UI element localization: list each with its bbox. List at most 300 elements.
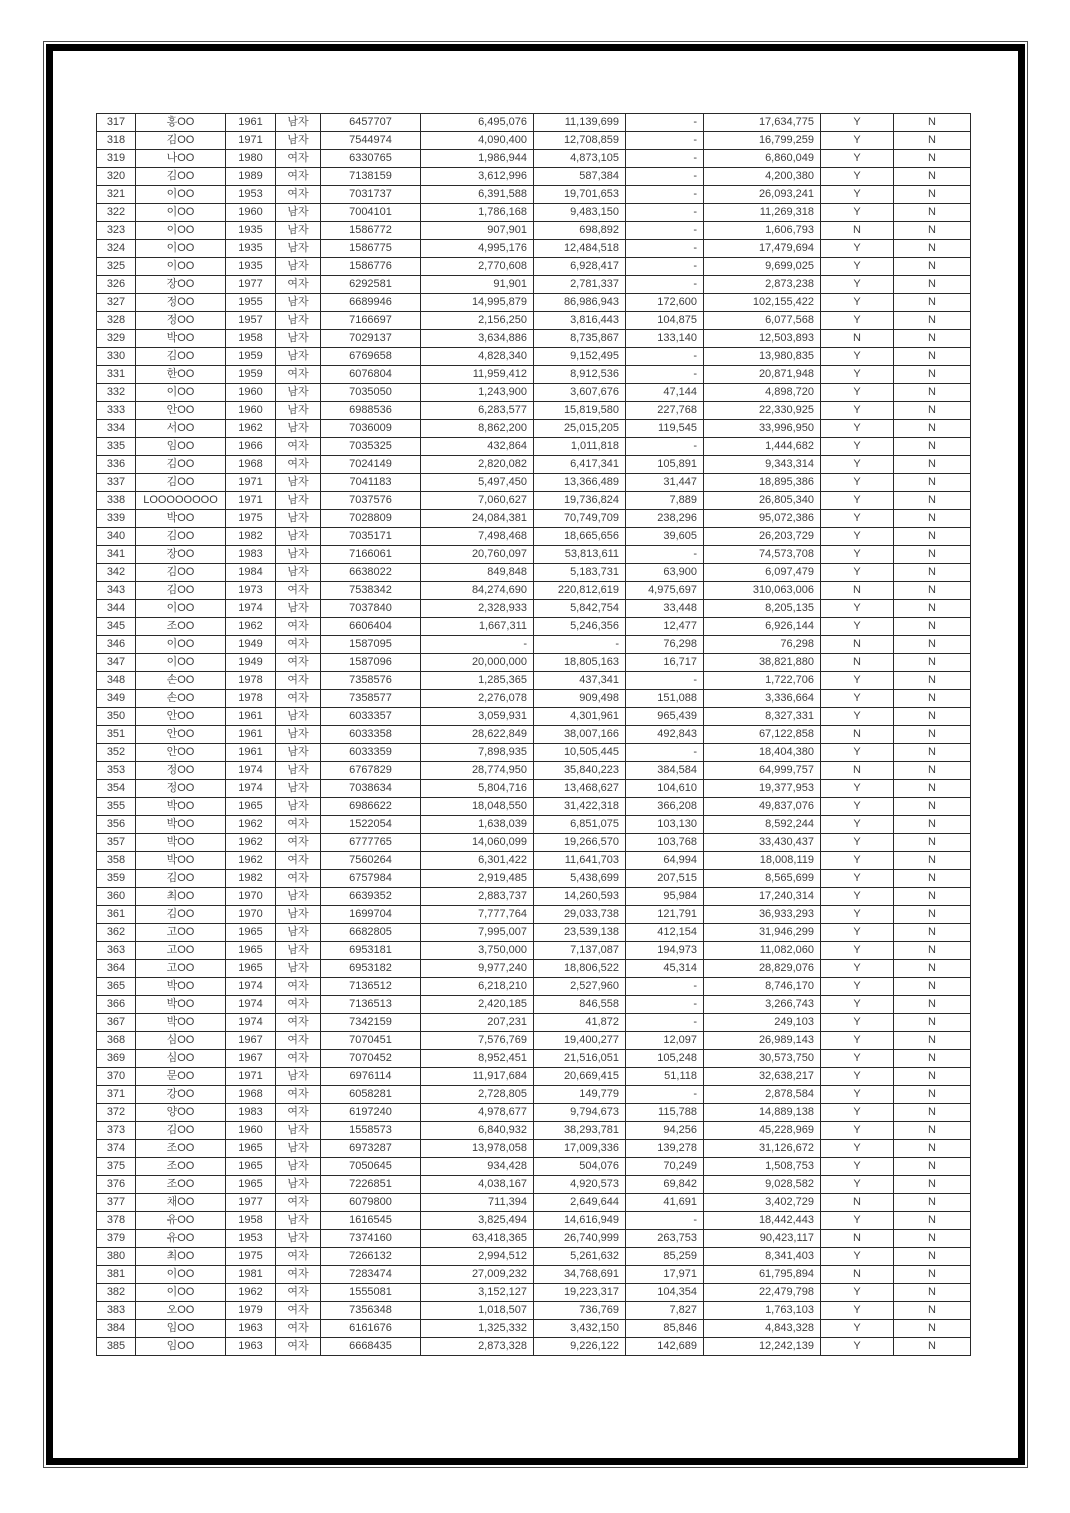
cell-flag-2: N <box>894 834 971 852</box>
cell-gender: 남자 <box>276 924 321 942</box>
cell-birth-year: 1989 <box>226 168 276 186</box>
cell-birth-year: 1958 <box>226 330 276 348</box>
cell-birth-year: 1965 <box>226 960 276 978</box>
cell-name: 정OO <box>136 762 226 780</box>
cell-total: 1,763,103 <box>704 1302 821 1320</box>
cell-id-number: 6767829 <box>321 762 421 780</box>
cell-id-number: 7035171 <box>321 528 421 546</box>
cell-no: 320 <box>97 168 136 186</box>
cell-gender: 여자 <box>276 852 321 870</box>
cell-gender: 남자 <box>276 744 321 762</box>
cell-id-number: 7070452 <box>321 1050 421 1068</box>
cell-flag-2: N <box>894 816 971 834</box>
cell-amount-1: 6,495,076 <box>421 114 534 132</box>
cell-flag-2: N <box>894 492 971 510</box>
table-row <box>97 744 971 762</box>
cell-total: 11,269,318 <box>704 204 821 222</box>
cell-id-number: 7028809 <box>321 510 421 528</box>
cell-amount-1: 2,728,805 <box>421 1086 534 1104</box>
table-row <box>97 690 971 708</box>
cell-total: 22,479,798 <box>704 1284 821 1302</box>
cell-flag-1: Y <box>821 600 894 618</box>
cell-amount-2: 38,293,781 <box>534 1122 626 1140</box>
cell-birth-year: 1970 <box>226 906 276 924</box>
cell-amount-3: - <box>626 1212 704 1230</box>
cell-birth-year: 1963 <box>226 1320 276 1338</box>
table-row <box>97 186 971 204</box>
cell-name: 이OO <box>136 600 226 618</box>
cell-no: 352 <box>97 744 136 762</box>
cell-total: 64,999,757 <box>704 762 821 780</box>
cell-id-number: 6953182 <box>321 960 421 978</box>
cell-no: 354 <box>97 780 136 798</box>
cell-amount-2: 437,341 <box>534 672 626 690</box>
cell-gender: 여자 <box>276 456 321 474</box>
cell-flag-2: N <box>894 762 971 780</box>
cell-flag-2: N <box>894 744 971 762</box>
cell-name: 정OO <box>136 780 226 798</box>
cell-amount-1: 849,848 <box>421 564 534 582</box>
cell-name: 박OO <box>136 330 226 348</box>
cell-amount-2: 5,261,632 <box>534 1248 626 1266</box>
cell-flag-2: N <box>894 708 971 726</box>
cell-amount-3: 17,971 <box>626 1266 704 1284</box>
cell-id-number: 6606404 <box>321 618 421 636</box>
cell-flag-1: Y <box>821 1248 894 1266</box>
cell-amount-1: 24,084,381 <box>421 510 534 528</box>
cell-amount-2: 86,986,943 <box>534 294 626 312</box>
cell-no: 369 <box>97 1050 136 1068</box>
cell-flag-2: N <box>894 510 971 528</box>
cell-amount-3: 103,768 <box>626 834 704 852</box>
cell-amount-3: 41,691 <box>626 1194 704 1212</box>
cell-flag-2: N <box>894 1230 971 1248</box>
cell-total: 8,592,244 <box>704 816 821 834</box>
cell-name: 박OO <box>136 996 226 1014</box>
cell-amount-1: 4,828,340 <box>421 348 534 366</box>
cell-birth-year: 1962 <box>226 618 276 636</box>
cell-id-number: 1699704 <box>321 906 421 924</box>
cell-gender: 남자 <box>276 240 321 258</box>
cell-flag-2: N <box>894 996 971 1014</box>
cell-id-number: 6197240 <box>321 1104 421 1122</box>
cell-flag-2: N <box>894 294 971 312</box>
cell-flag-2: N <box>894 1194 971 1212</box>
table-row <box>97 870 971 888</box>
cell-amount-3: 45,314 <box>626 960 704 978</box>
table-row <box>97 312 971 330</box>
cell-birth-year: 1983 <box>226 1104 276 1122</box>
cell-amount-2: 9,483,150 <box>534 204 626 222</box>
cell-no: 365 <box>97 978 136 996</box>
cell-id-number: 6639352 <box>321 888 421 906</box>
cell-id-number: 7226851 <box>321 1176 421 1194</box>
cell-name: 이OO <box>136 186 226 204</box>
cell-amount-2: 7,137,087 <box>534 942 626 960</box>
cell-amount-2: 587,384 <box>534 168 626 186</box>
cell-flag-1: Y <box>821 528 894 546</box>
cell-amount-1: 3,059,931 <box>421 708 534 726</box>
cell-id-number: 1586776 <box>321 258 421 276</box>
cell-name: 한OO <box>136 366 226 384</box>
cell-gender: 남자 <box>276 1212 321 1230</box>
cell-gender: 여자 <box>276 1266 321 1284</box>
table-row <box>97 150 971 168</box>
cell-gender: 여자 <box>276 1248 321 1266</box>
cell-amount-3: - <box>626 276 704 294</box>
cell-amount-1: 1,667,311 <box>421 618 534 636</box>
table-row <box>97 960 971 978</box>
cell-flag-2: N <box>894 852 971 870</box>
cell-amount-2: 14,616,949 <box>534 1212 626 1230</box>
table-row <box>97 1338 971 1356</box>
cell-amount-2: 13,366,489 <box>534 474 626 492</box>
cell-name: 강OO <box>136 1086 226 1104</box>
cell-gender: 여자 <box>276 150 321 168</box>
cell-name: 김OO <box>136 582 226 600</box>
table-row <box>97 1050 971 1068</box>
cell-no: 336 <box>97 456 136 474</box>
cell-amount-2: 4,920,573 <box>534 1176 626 1194</box>
cell-flag-2: N <box>894 780 971 798</box>
cell-amount-3: 151,088 <box>626 690 704 708</box>
cell-amount-1: 4,978,677 <box>421 1104 534 1122</box>
cell-amount-3: 965,439 <box>626 708 704 726</box>
cell-flag-2: N <box>894 168 971 186</box>
cell-gender: 여자 <box>276 1086 321 1104</box>
table-row <box>97 1248 971 1266</box>
cell-gender: 남자 <box>276 528 321 546</box>
cell-flag-1: Y <box>821 708 894 726</box>
cell-id-number: 6953181 <box>321 942 421 960</box>
cell-flag-2: N <box>894 528 971 546</box>
cell-total: 2,878,584 <box>704 1086 821 1104</box>
cell-total: 8,746,170 <box>704 978 821 996</box>
cell-amount-3: - <box>626 672 704 690</box>
cell-birth-year: 1968 <box>226 456 276 474</box>
cell-name: 김OO <box>136 348 226 366</box>
cell-flag-1: Y <box>821 834 894 852</box>
cell-birth-year: 1978 <box>226 672 276 690</box>
table-row <box>97 1320 971 1338</box>
cell-id-number: 7004101 <box>321 204 421 222</box>
cell-birth-year: 1957 <box>226 312 276 330</box>
cell-name: 이OO <box>136 384 226 402</box>
cell-name: 박OO <box>136 852 226 870</box>
cell-no: 321 <box>97 186 136 204</box>
cell-gender: 남자 <box>276 1122 321 1140</box>
table-row <box>97 420 971 438</box>
cell-amount-1: 84,274,690 <box>421 582 534 600</box>
cell-amount-1: 20,760,097 <box>421 546 534 564</box>
cell-amount-2: 38,007,166 <box>534 726 626 744</box>
table-row <box>97 1302 971 1320</box>
cell-id-number: 6457707 <box>321 114 421 132</box>
cell-name: 홍OO <box>136 114 226 132</box>
cell-name: 심OO <box>136 1050 226 1068</box>
cell-amount-3: - <box>626 258 704 276</box>
cell-name: 조OO <box>136 1158 226 1176</box>
cell-flag-1: Y <box>821 1302 894 1320</box>
cell-total: 31,126,672 <box>704 1140 821 1158</box>
cell-amount-3: 492,843 <box>626 726 704 744</box>
cell-amount-1: 18,048,550 <box>421 798 534 816</box>
cell-amount-3: 207,515 <box>626 870 704 888</box>
cell-no: 329 <box>97 330 136 348</box>
cell-amount-2: 9,152,495 <box>534 348 626 366</box>
cell-no: 342 <box>97 564 136 582</box>
cell-gender: 남자 <box>276 780 321 798</box>
cell-amount-3: 33,448 <box>626 600 704 618</box>
cell-no: 318 <box>97 132 136 150</box>
cell-name: 안OO <box>136 726 226 744</box>
cell-total: 31,946,299 <box>704 924 821 942</box>
cell-id-number: 7038634 <box>321 780 421 798</box>
cell-total: 8,565,699 <box>704 870 821 888</box>
table-row <box>97 564 971 582</box>
cell-id-number: 1586772 <box>321 222 421 240</box>
cell-name: 고OO <box>136 942 226 960</box>
cell-flag-1: N <box>821 654 894 672</box>
table-row <box>97 222 971 240</box>
cell-total: 1,444,682 <box>704 438 821 456</box>
cell-amount-1: 1,638,039 <box>421 816 534 834</box>
cell-amount-3: 39,605 <box>626 528 704 546</box>
cell-no: 377 <box>97 1194 136 1212</box>
cell-birth-year: 1982 <box>226 870 276 888</box>
cell-gender: 남자 <box>276 330 321 348</box>
cell-amount-3: - <box>626 546 704 564</box>
table-row <box>97 636 971 654</box>
cell-name: 문OO <box>136 1068 226 1086</box>
cell-flag-1: Y <box>821 150 894 168</box>
cell-gender: 남자 <box>276 1140 321 1158</box>
cell-birth-year: 1962 <box>226 1284 276 1302</box>
cell-flag-2: N <box>894 330 971 348</box>
cell-amount-1: 2,994,512 <box>421 1248 534 1266</box>
cell-gender: 남자 <box>276 474 321 492</box>
cell-amount-3: - <box>626 168 704 186</box>
cell-flag-1: Y <box>821 114 894 132</box>
cell-amount-3: - <box>626 1086 704 1104</box>
cell-no: 337 <box>97 474 136 492</box>
cell-flag-2: N <box>894 1140 971 1158</box>
cell-name: 박OO <box>136 834 226 852</box>
cell-flag-1: N <box>821 330 894 348</box>
table-row <box>97 510 971 528</box>
cell-id-number: 6668435 <box>321 1338 421 1356</box>
cell-id-number: 6777765 <box>321 834 421 852</box>
cell-flag-1: Y <box>821 1320 894 1338</box>
cell-flag-2: N <box>894 366 971 384</box>
cell-amount-2: 6,928,417 <box>534 258 626 276</box>
cell-amount-3: 7,827 <box>626 1302 704 1320</box>
cell-amount-2: 12,708,859 <box>534 132 626 150</box>
cell-amount-3: 64,994 <box>626 852 704 870</box>
cell-gender: 여자 <box>276 1032 321 1050</box>
cell-amount-3: 119,545 <box>626 420 704 438</box>
cell-total: 1,722,706 <box>704 672 821 690</box>
cell-birth-year: 1977 <box>226 1194 276 1212</box>
table-row <box>97 888 971 906</box>
cell-amount-1: 3,634,886 <box>421 330 534 348</box>
cell-flag-1: Y <box>821 168 894 186</box>
cell-no: 333 <box>97 402 136 420</box>
cell-amount-3: - <box>626 366 704 384</box>
table-row <box>97 276 971 294</box>
cell-name: 최OO <box>136 1248 226 1266</box>
cell-id-number: 6638022 <box>321 564 421 582</box>
cell-id-number: 7037576 <box>321 492 421 510</box>
cell-no: 340 <box>97 528 136 546</box>
cell-amount-1: 207,231 <box>421 1014 534 1032</box>
cell-total: 74,573,708 <box>704 546 821 564</box>
cell-birth-year: 1967 <box>226 1032 276 1050</box>
cell-name: 고OO <box>136 924 226 942</box>
cell-amount-1: 27,009,232 <box>421 1266 534 1284</box>
table-row <box>97 114 971 132</box>
cell-amount-1: 3,750,000 <box>421 942 534 960</box>
cell-id-number: 7138159 <box>321 168 421 186</box>
cell-name: 나OO <box>136 150 226 168</box>
cell-amount-1: 2,156,250 <box>421 312 534 330</box>
cell-amount-1: 6,301,422 <box>421 852 534 870</box>
cell-amount-3: 115,788 <box>626 1104 704 1122</box>
cell-amount-2: 2,527,960 <box>534 978 626 996</box>
cell-name: 유OO <box>136 1212 226 1230</box>
cell-amount-1: 11,959,412 <box>421 366 534 384</box>
cell-flag-1: Y <box>821 1104 894 1122</box>
cell-flag-2: N <box>894 906 971 924</box>
cell-amount-3: 238,296 <box>626 510 704 528</box>
cell-amount-1: 7,060,627 <box>421 492 534 510</box>
cell-amount-1: 1,018,507 <box>421 1302 534 1320</box>
cell-no: 376 <box>97 1176 136 1194</box>
cell-id-number: 7283474 <box>321 1266 421 1284</box>
table-row <box>97 384 971 402</box>
cell-amount-2: 5,246,356 <box>534 618 626 636</box>
table-row <box>97 132 971 150</box>
cell-gender: 남자 <box>276 114 321 132</box>
cell-amount-3: - <box>626 150 704 168</box>
cell-amount-1: 7,498,468 <box>421 528 534 546</box>
cell-amount-2: 5,183,731 <box>534 564 626 582</box>
cell-birth-year: 1962 <box>226 816 276 834</box>
cell-flag-2: N <box>894 1302 971 1320</box>
cell-amount-2: 31,422,318 <box>534 798 626 816</box>
cell-amount-2: 8,735,867 <box>534 330 626 348</box>
cell-flag-2: N <box>894 726 971 744</box>
cell-birth-year: 1980 <box>226 150 276 168</box>
cell-id-number: 1587096 <box>321 654 421 672</box>
cell-birth-year: 1961 <box>226 726 276 744</box>
cell-no: 349 <box>97 690 136 708</box>
cell-id-number: 6058281 <box>321 1086 421 1104</box>
cell-amount-2: 846,558 <box>534 996 626 1014</box>
cell-total: 9,028,582 <box>704 1176 821 1194</box>
cell-flag-1: Y <box>821 1014 894 1032</box>
cell-amount-3: 412,154 <box>626 924 704 942</box>
cell-amount-2: 5,438,699 <box>534 870 626 888</box>
cell-flag-2: N <box>894 1212 971 1230</box>
cell-gender: 남자 <box>276 510 321 528</box>
cell-name: 김OO <box>136 168 226 186</box>
cell-name: 심OO <box>136 1032 226 1050</box>
table-row <box>97 492 971 510</box>
cell-amount-2: 504,076 <box>534 1158 626 1176</box>
cell-amount-1: 14,995,879 <box>421 294 534 312</box>
cell-amount-3: - <box>626 348 704 366</box>
cell-amount-1: 6,283,577 <box>421 402 534 420</box>
cell-id-number: 7266132 <box>321 1248 421 1266</box>
cell-amount-2: 19,736,824 <box>534 492 626 510</box>
cell-no: 359 <box>97 870 136 888</box>
cell-name: 오OO <box>136 1302 226 1320</box>
table-row <box>97 600 971 618</box>
cell-id-number: 7035325 <box>321 438 421 456</box>
cell-total: 45,228,969 <box>704 1122 821 1140</box>
records-table-body <box>97 114 971 1356</box>
cell-flag-2: N <box>894 1068 971 1086</box>
cell-amount-2: 18,805,163 <box>534 654 626 672</box>
cell-flag-1: Y <box>821 294 894 312</box>
cell-gender: 남자 <box>276 420 321 438</box>
cell-name: 김OO <box>136 132 226 150</box>
cell-gender: 남자 <box>276 222 321 240</box>
cell-amount-1: 907,901 <box>421 222 534 240</box>
cell-amount-2: 11,641,703 <box>534 852 626 870</box>
cell-id-number: 7031737 <box>321 186 421 204</box>
cell-name: 정OO <box>136 294 226 312</box>
cell-id-number: 6682805 <box>321 924 421 942</box>
cell-flag-2: N <box>894 924 971 942</box>
cell-amount-3: 133,140 <box>626 330 704 348</box>
cell-flag-1: Y <box>821 186 894 204</box>
cell-flag-1: Y <box>821 852 894 870</box>
cell-gender: 남자 <box>276 1230 321 1248</box>
cell-birth-year: 1960 <box>226 384 276 402</box>
cell-name: 박OO <box>136 978 226 996</box>
cell-name: 장OO <box>136 276 226 294</box>
cell-amount-3: 12,097 <box>626 1032 704 1050</box>
cell-no: 380 <box>97 1248 136 1266</box>
cell-flag-2: N <box>894 978 971 996</box>
table-row <box>97 618 971 636</box>
cell-gender: 남자 <box>276 348 321 366</box>
cell-amount-2: 2,781,337 <box>534 276 626 294</box>
cell-amount-2: 6,417,341 <box>534 456 626 474</box>
cell-amount-3: 105,891 <box>626 456 704 474</box>
cell-name: 이OO <box>136 204 226 222</box>
cell-flag-1: Y <box>821 492 894 510</box>
cell-amount-3: 172,600 <box>626 294 704 312</box>
cell-amount-1: 8,862,200 <box>421 420 534 438</box>
table-row <box>97 168 971 186</box>
cell-id-number: 7342159 <box>321 1014 421 1032</box>
cell-birth-year: 1960 <box>226 402 276 420</box>
cell-no: 325 <box>97 258 136 276</box>
cell-birth-year: 1977 <box>226 276 276 294</box>
cell-amount-3: 105,248 <box>626 1050 704 1068</box>
table-row <box>97 456 971 474</box>
cell-amount-2: 29,033,738 <box>534 906 626 924</box>
cell-name: 박OO <box>136 1014 226 1032</box>
cell-flag-1: N <box>821 222 894 240</box>
cell-flag-2: N <box>894 870 971 888</box>
cell-amount-2: 21,516,051 <box>534 1050 626 1068</box>
cell-name: 임OO <box>136 438 226 456</box>
cell-no: 331 <box>97 366 136 384</box>
